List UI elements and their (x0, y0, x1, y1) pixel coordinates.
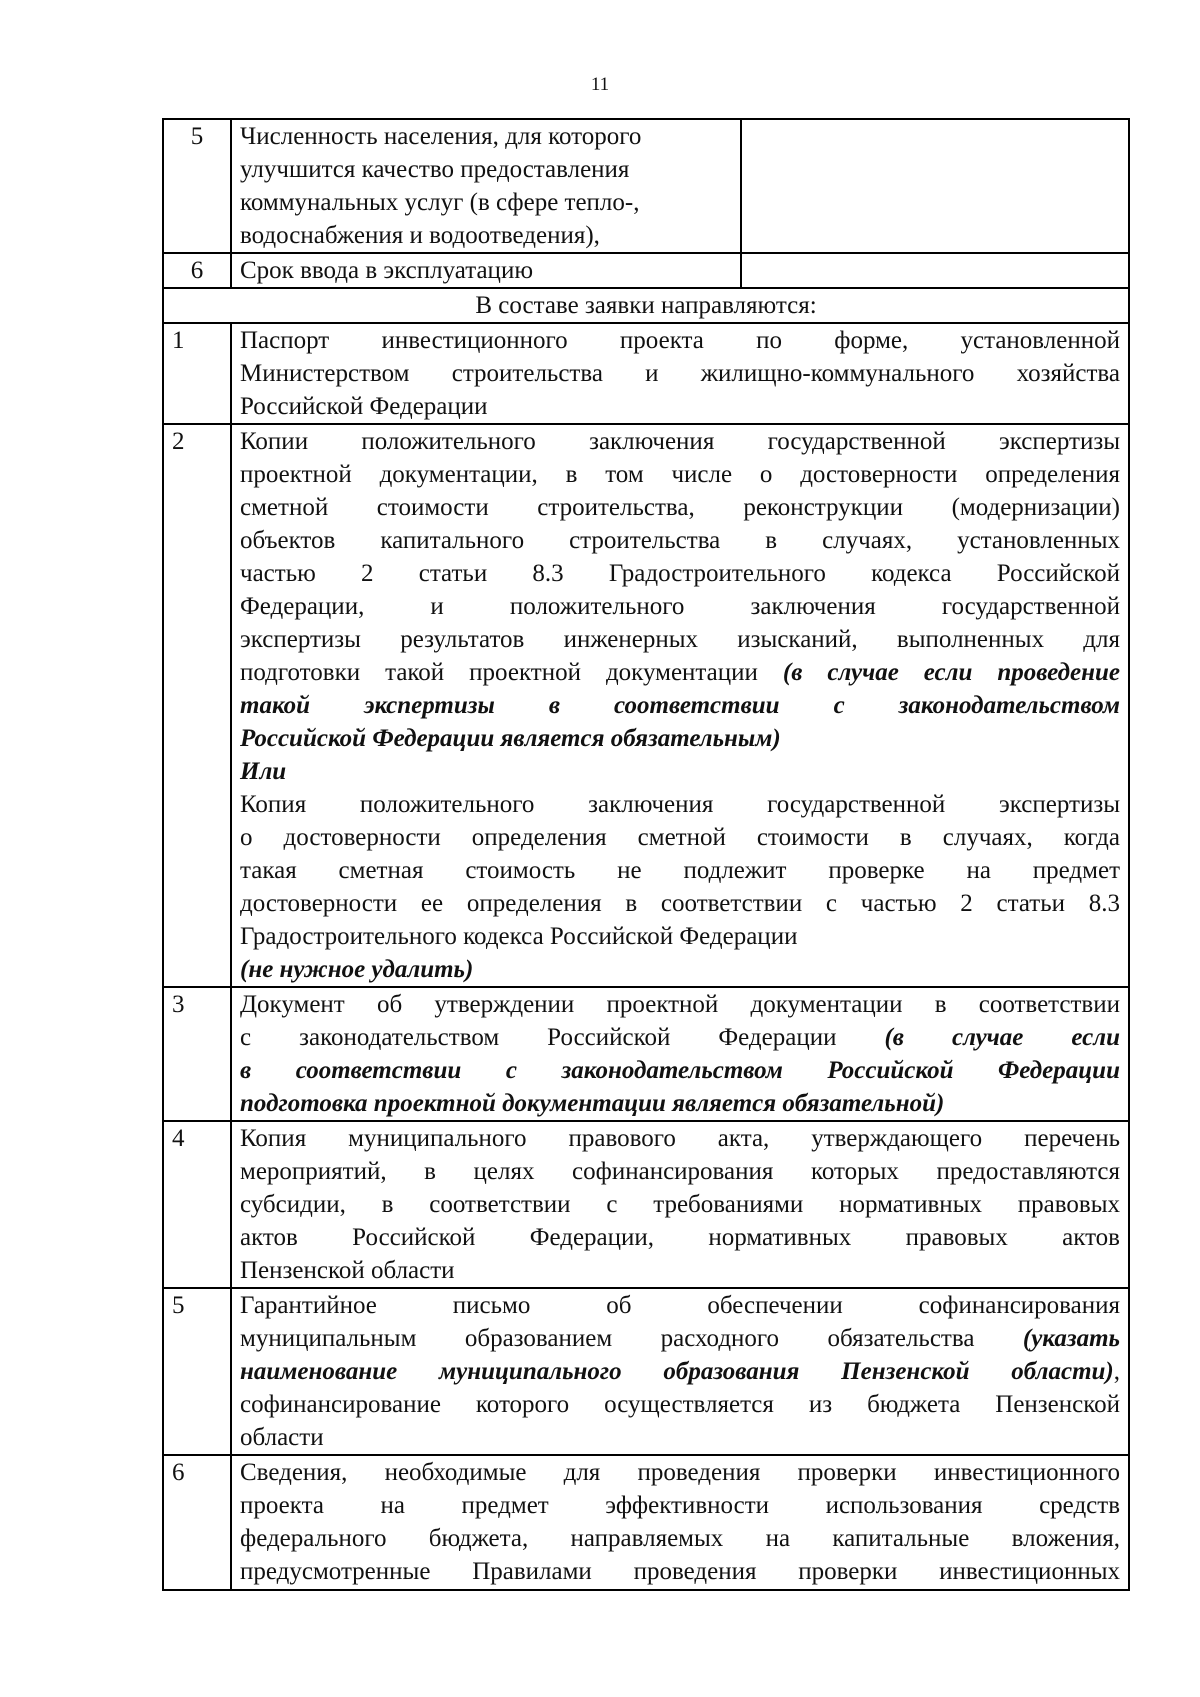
item-line: проекта на предмет эффективности использования средств (240, 1492, 1120, 1519)
table-row (163, 253, 1129, 288)
item-number: 5 (163, 1288, 231, 1455)
row-label-line: водоснабжения и водоотведения), (240, 222, 600, 249)
item-line: субсидии, в соответствии с требованиями нормативных правовых (240, 1191, 1120, 1218)
item-number: 4 (163, 1121, 231, 1288)
item-line: экспертизы результатов инженерных изысканий, выполненных для (240, 626, 1120, 653)
item-line: Федерации, и положительного заключения государственной (240, 593, 1120, 620)
row-label (231, 119, 741, 253)
row-label-line: коммунальных услуг (в сфере тепло-, (240, 189, 640, 216)
item-line (240, 1355, 1120, 1388)
item-line: федерального бюджета, направляемых на капитальные вложения, (240, 1525, 1120, 1552)
item-line-plain: , (1113, 1358, 1120, 1385)
item-emphasis-line: в соответствии с законодательством Российской Федерации (240, 1057, 1120, 1084)
item-number: 3 (163, 987, 231, 1121)
row-number: 6 (163, 253, 231, 288)
item-text (231, 424, 1129, 987)
item-line: такая сметная стоимость не подлежит проверке на предмет (240, 857, 1120, 884)
item-line: объектов капитального строительства в случаях, установленных (240, 527, 1120, 554)
item-number: 2 (163, 424, 231, 987)
row-number: 5 (163, 119, 231, 253)
table-row (163, 424, 1129, 987)
item-line: софинансирование которого осуществляется из бюджета Пензенской (240, 1391, 1120, 1418)
row-value-cell (741, 119, 1129, 253)
item-line: достоверности ее определения в соответствии с частью 2 статьи 8.3 (240, 890, 1120, 917)
item-text (231, 1455, 1129, 1590)
table-row (163, 987, 1129, 1121)
item-line: проектной документации, в том числе о достоверности определения (240, 461, 1120, 488)
item-line-emphasis: (в случае если (884, 1024, 1120, 1051)
item-line: Сведения, необходимые для проведения проверки инвестиционного (240, 1459, 1120, 1486)
item-line: Копии положительного заключения государственной экспертизы (240, 428, 1120, 455)
row-label: Срок ввода в эксплуатацию (231, 253, 741, 288)
item-text (231, 1121, 1129, 1288)
item-line (240, 1021, 1120, 1054)
item-line: актов Российской Федерации, нормативных правовых актов (240, 1224, 1120, 1251)
application-table (162, 118, 1130, 1591)
item-number: 1 (163, 323, 231, 424)
delete-note: (не нужное удалить) (240, 956, 474, 983)
item-emphasis-line: такой экспертизы в соответствии с законодательством (240, 692, 1120, 719)
item-line: Копия муниципального правового акта, утверждающего перечень (240, 1125, 1120, 1152)
item-emphasis-line: Российской Федерации является обязательным) (240, 725, 781, 752)
table-row (163, 1455, 1129, 1590)
item-line: Министерством строительства и жилищно-коммунального хозяйства (240, 360, 1120, 387)
item-line: Документ об утверждении проектной документации в соответствии (240, 991, 1120, 1018)
item-line: Пензенской области (240, 1257, 455, 1284)
item-line: мероприятий, в целях софинансирования которых предоставляются (240, 1158, 1120, 1185)
table-row (163, 119, 1129, 253)
item-line-plain: подготовки такой проектной документации (240, 659, 783, 686)
row-value-cell (741, 253, 1129, 288)
item-text (231, 323, 1129, 424)
item-line: частью 2 статьи 8.3 Градостроительного кодекса Российской (240, 560, 1120, 587)
section-header-row (163, 288, 1129, 323)
item-emphasis-line: подготовка проектной документации является обязательной) (240, 1090, 945, 1117)
row-label-line: улучшится качество предоставления (240, 156, 630, 183)
item-line: Российской Федерации (240, 393, 488, 420)
item-number: 6 (163, 1455, 231, 1590)
item-line-plain: с законодательством Российской Федерации (240, 1024, 885, 1051)
item-text (231, 987, 1129, 1121)
row-label-line: Численность населения, для которого (240, 123, 642, 150)
item-line-emphasis: наименование муниципального образования Пензенской области) (240, 1358, 1114, 1385)
item-line (240, 656, 1120, 689)
item-line: Паспорт инвестиционного проекта по форме, установленной (240, 327, 1120, 354)
table-row (163, 323, 1129, 424)
item-line: Гарантийное письмо об обеспечении софинансирования (240, 1292, 1120, 1319)
item-line: Градостроительного кодекса Российской Федерации (240, 923, 798, 950)
item-line: Копия положительного заключения государственной экспертизы (240, 791, 1120, 818)
or-label: Или (240, 758, 287, 785)
item-line-emphasis: (в случае если проведение (782, 659, 1120, 686)
section-header: В составе заявки направляются: (163, 288, 1129, 323)
item-line (240, 1322, 1120, 1355)
item-line: предусмотренные Правилами проведения проверки инвестиционных (240, 1558, 1120, 1585)
table-row (163, 1121, 1129, 1288)
item-line: сметной стоимости строительства, реконструкции (модернизации) (240, 494, 1120, 521)
page-number: 11 (590, 74, 610, 95)
item-line: области (240, 1424, 324, 1451)
item-line-plain: муниципальным образованием расходного обязательства (240, 1325, 1023, 1352)
item-text (231, 1288, 1129, 1455)
item-line-emphasis: (указать (1022, 1325, 1120, 1352)
item-line: о достоверности определения сметной стоимости в случаях, когда (240, 824, 1120, 851)
table-row (163, 1288, 1129, 1455)
